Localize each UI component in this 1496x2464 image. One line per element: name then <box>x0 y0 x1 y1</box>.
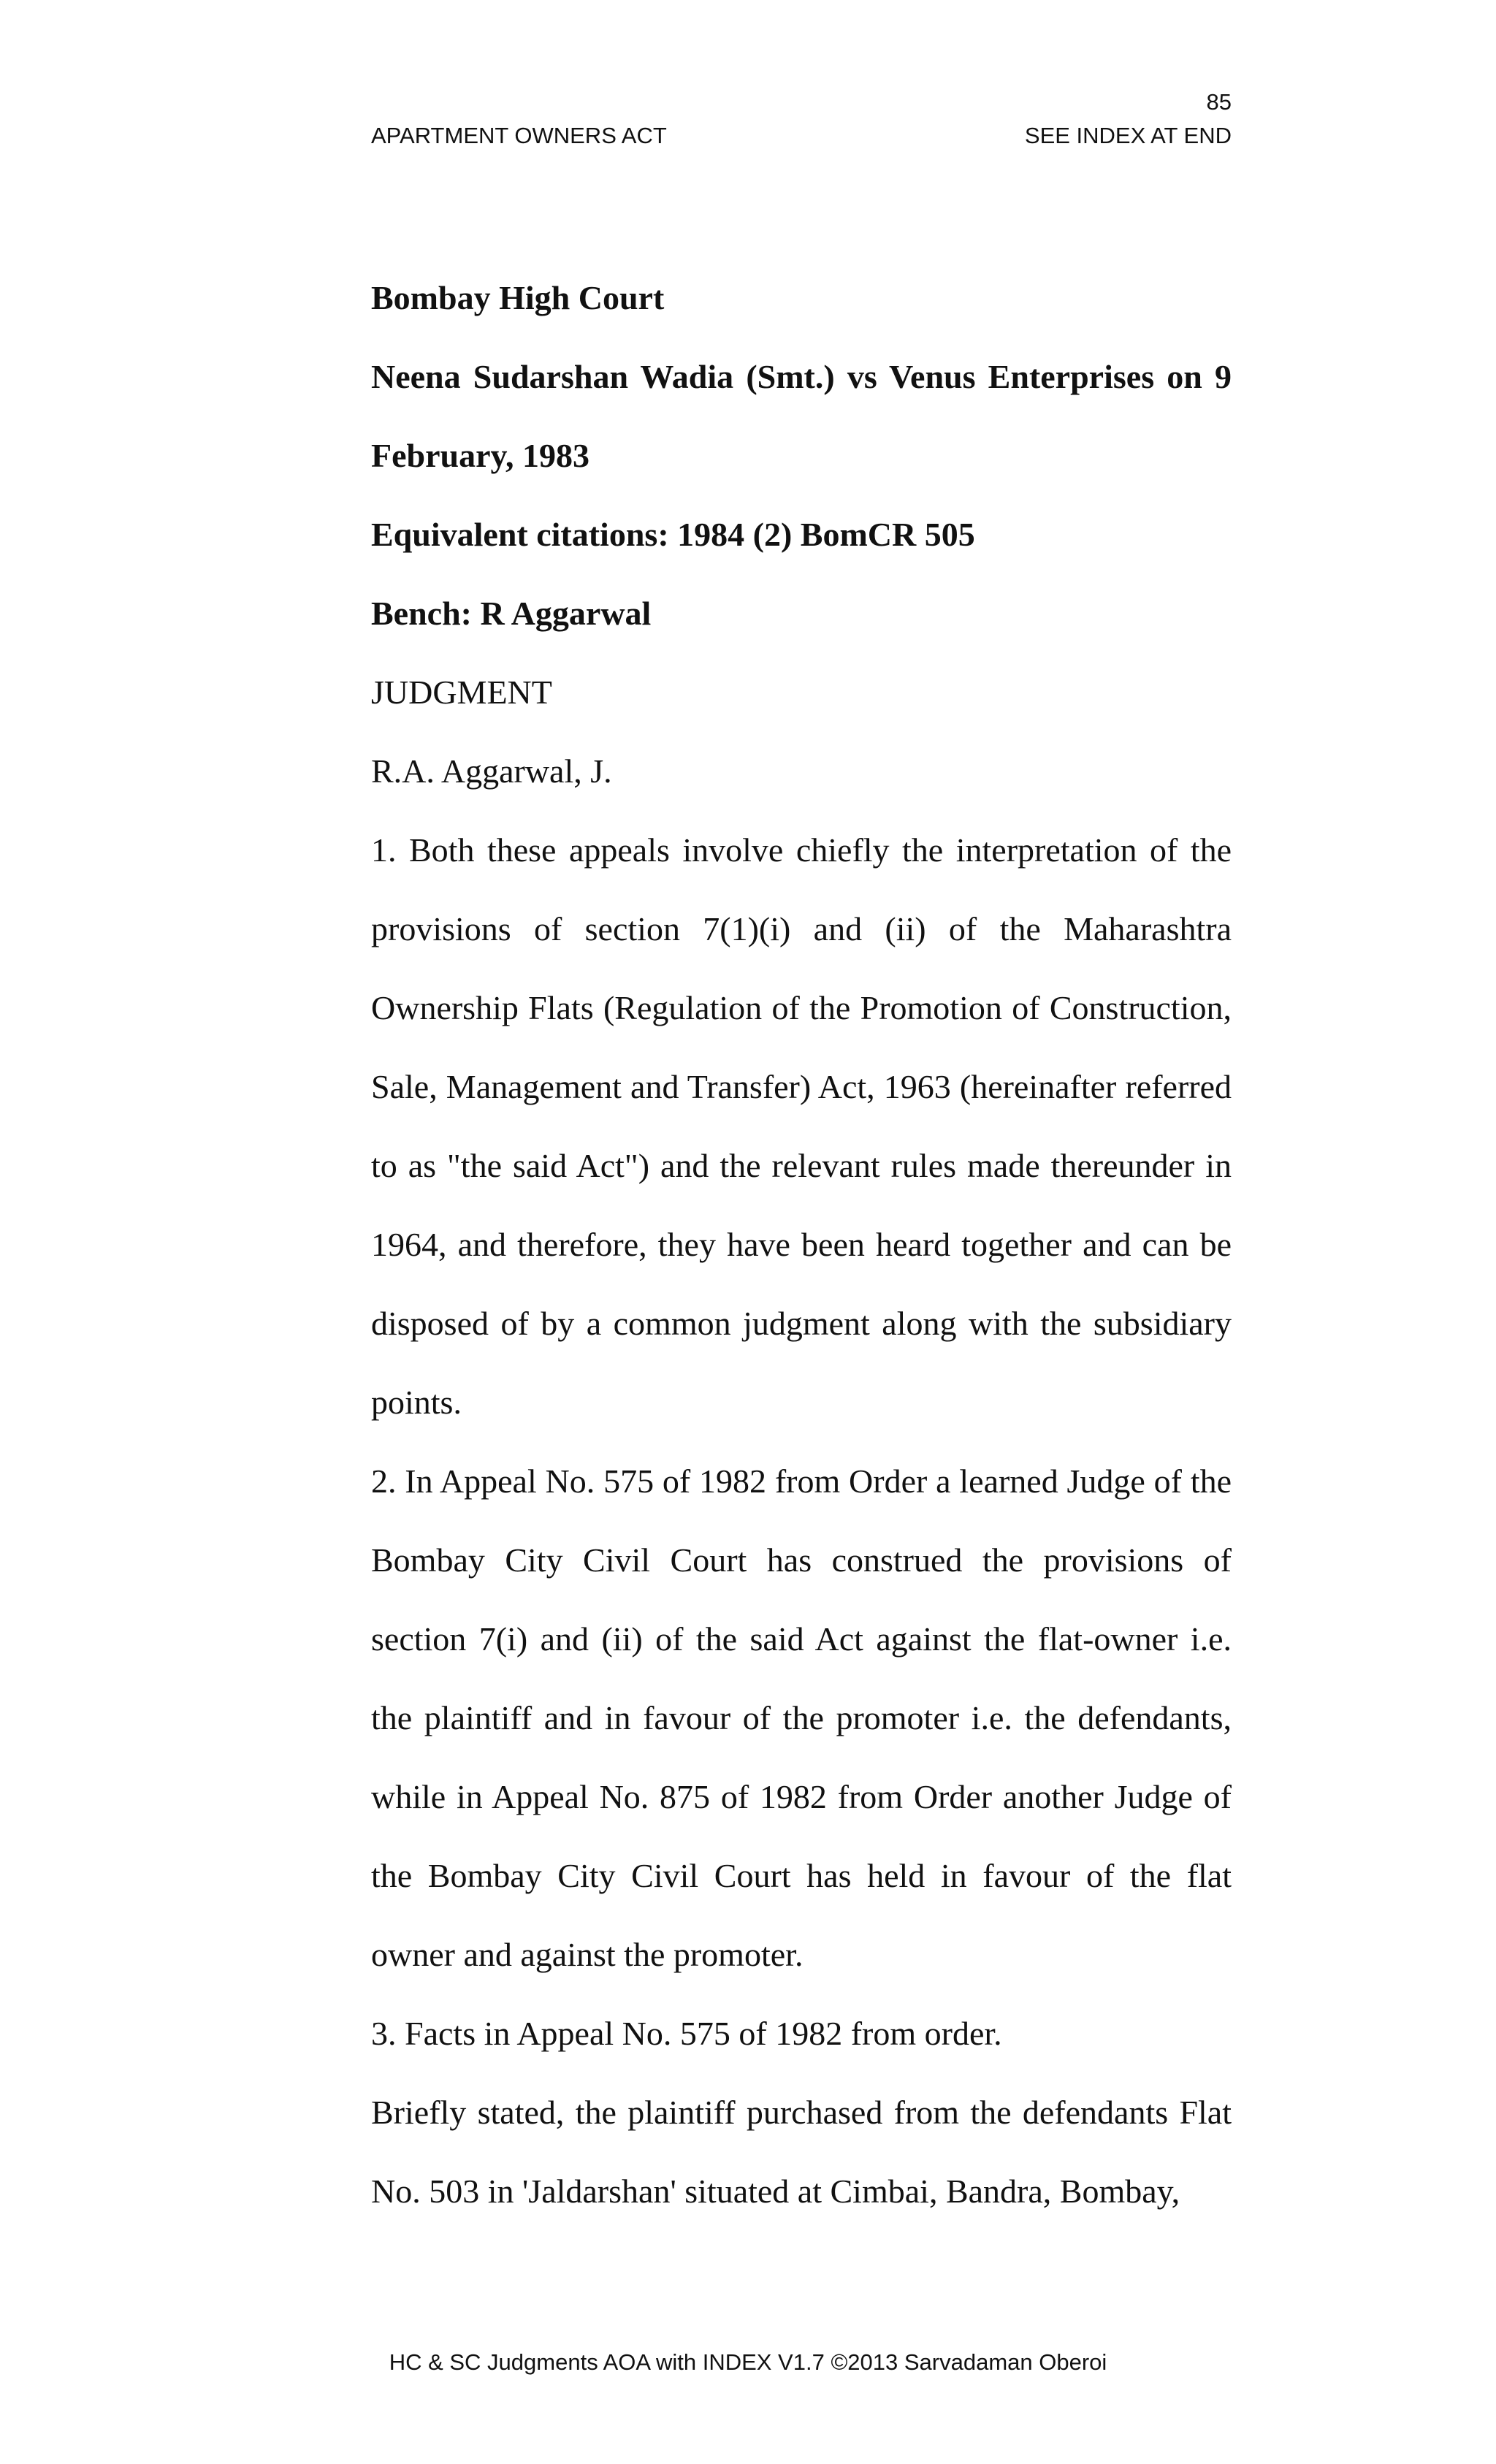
bench: Bench: R Aggarwal <box>371 595 652 632</box>
paragraph-1: 1. Both these appeals involve chiefly the interpretation of the provisions of section 7(1)(i) and (ii) of the Maharashtra Ownership Flats (Regulation of the Promotion of Construction, Sale, Management and Transfer) Act, 1963 (hereinafter referred to as "the said Act") and the relevant rules made thereunder in 1964, and therefore, they have been heard together and can be disposed of by a common judgment along with the subsidiary points. <box>371 831 1232 1421</box>
judgment-body <box>371 259 1232 2231</box>
paragraph-4: Briefly stated, the plaintiff purchased from the defendants Flat No. 503 in 'Jaldarshan' situated at Cimbai, Bandra, Bombay, <box>371 2094 1232 2210</box>
page-number: 85 <box>1206 89 1232 115</box>
running-header-right: SEE INDEX AT END <box>1024 123 1232 148</box>
paragraph-2: 2. In Appeal No. 575 of 1982 from Order a learned Judge of the Bombay City Civil Court has construed the provisions of section 7(i) and (ii) of the said Act against the flat-owner i.e. the plaintiff and in favour of the promoter i.e. the defendants, while in Appeal No. 875 of 1982 from Order another Judge of the Bombay City Civil Court has held in favour of the flat owner and against the promoter. <box>371 1462 1232 1973</box>
running-header-left: APARTMENT OWNERS ACT <box>371 123 667 148</box>
page-footer: HC & SC Judgments AOA with INDEX V1.7 ©2013 Sarvadaman Oberoi <box>389 2349 1107 2375</box>
court-name: Bombay High Court <box>371 279 665 316</box>
section-heading: JUDGMENT <box>371 674 552 711</box>
case-title: Neena Sudarshan Wadia (Smt.) vs Venus Enterprises on 9 February, 1983 <box>371 358 1232 474</box>
judge-name: R.A. Aggarwal, J. <box>371 752 612 790</box>
running-header <box>371 121 1232 150</box>
paragraph-3: 3. Facts in Appeal No. 575 of 1982 from order. <box>371 2015 1002 2052</box>
citations: Equivalent citations: 1984 (2) BomCR 505 <box>371 516 975 553</box>
